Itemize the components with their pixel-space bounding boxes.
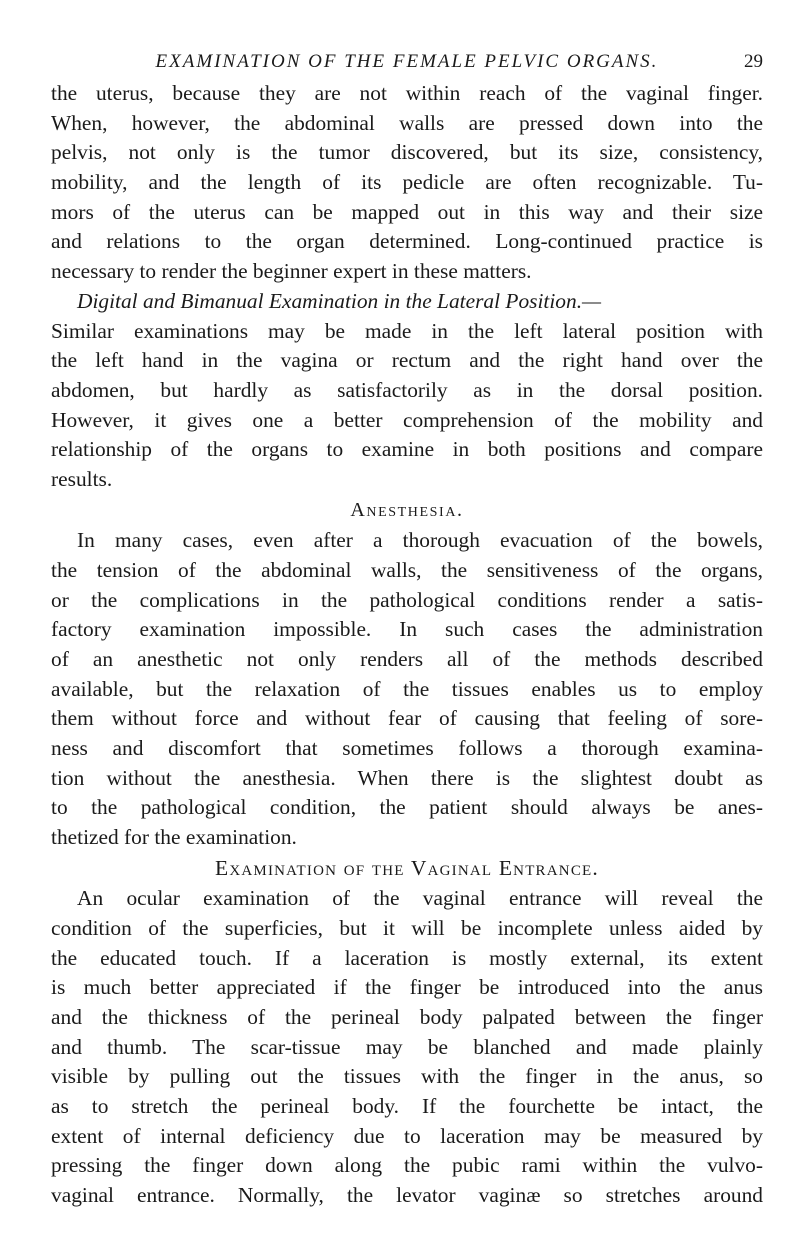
running-head-title: EXAMINATION OF THE FEMALE PELVIC ORGANS.	[155, 51, 659, 72]
paragraph-anesthesia	[51, 526, 763, 853]
text-line: pressing the finger down along the pubic rami within the vulvo-	[51, 1153, 763, 1178]
page-number: 29	[744, 51, 763, 72]
text-line: available, but the relaxation of the tissues enables us to employ	[51, 676, 763, 701]
text-line: results.	[51, 466, 113, 491]
text-line: necessary to render the beginner expert in these matters.	[51, 259, 532, 284]
book-page	[51, 0, 763, 1211]
text-line: factory examination impossible. In such cases the administration	[51, 617, 763, 642]
text-line: relationship of the organs to examine in both positions and compare	[51, 437, 763, 462]
running-head	[51, 45, 763, 79]
text-line: as to stretch the perineal body. If the fourchette be intact, the	[51, 1094, 763, 1118]
text-line: mors of the uterus can be mapped out in this way and their size	[51, 199, 763, 224]
paragraph-tumor-mapping	[51, 79, 763, 287]
text-line: is much better appreciated if the finger be introduced into the anus	[51, 975, 763, 1000]
text-line: mobility, and the length of its pedicle are often recognizable. Tu-	[51, 170, 763, 195]
text-line: extent of internal deficiency due to laceration may be measured by	[51, 1123, 763, 1148]
text-line: abdomen, but hardly as satisfactorily as in the dorsal position.	[51, 377, 763, 402]
text-line: When, however, the abdominal walls are pressed down into the	[51, 110, 763, 135]
text-line: the tension of the abdominal walls, the sensitiveness of the organs,	[51, 557, 763, 582]
text-line: In many cases, even after a thorough evacuation of the bowels,	[77, 528, 763, 553]
text-line: of an anesthetic not only renders all of the methods described	[51, 646, 763, 671]
text-line: and the thickness of the perineal body palpated between the finger	[51, 1004, 763, 1029]
text-line: them without force and without fear of causing that feeling of sore-	[51, 706, 763, 731]
paragraph-lateral-position	[51, 287, 763, 495]
text-line: Similar examinations may be made in the left lateral position with	[51, 318, 763, 343]
text-line: ness and discomfort that sometimes follows a thorough examina-	[51, 735, 763, 760]
text-line: However, it gives one a better comprehension of the mobility and	[51, 407, 763, 432]
section-heading-anesthesia: Anesthesia.	[350, 498, 464, 521]
text-line: the uterus, because they are not within reach of the vaginal finger.	[51, 81, 763, 105]
text-line: or the complications in the pathological conditions render a satis-	[51, 587, 763, 612]
section-lead-title: Digital and Bimanual Examination in the Lateral Position.—	[77, 288, 602, 313]
text-line: the educated touch. If a laceration is mostly external, its extent	[51, 945, 763, 970]
text-line: and relations to the organ determined. Long-continued practice is	[51, 229, 763, 254]
text-line: condition of the superficies, but it will be incomplete unless aided by	[51, 915, 763, 940]
text-line: pelvis, not only is the tumor discovered, but its size, consistency,	[51, 140, 763, 165]
text-line: visible by pulling out the tissues with the finger in the anus, so	[51, 1064, 763, 1089]
text-line: thetized for the examination.	[51, 825, 297, 849]
text-line: and thumb. The scar-tissue may be blanched and made plainly	[51, 1034, 763, 1059]
paragraph-vaginal-entrance	[51, 884, 763, 1211]
text-line: An ocular examination of the vaginal entrance will reveal the	[77, 886, 763, 911]
text-line-lead	[51, 287, 763, 317]
text-line: vaginal entrance. Normally, the levator vaginæ so stretches around	[51, 1183, 763, 1208]
text-line: to the pathological condition, the patient should always be anes-	[51, 795, 763, 820]
section-heading-vaginal-entrance: Examination of the Vaginal Entrance.	[215, 855, 599, 880]
text-line: the left hand in the vagina or rectum and the right hand over the	[51, 348, 763, 373]
text-line: tion without the anesthesia. When there is the slightest doubt as	[51, 765, 763, 790]
